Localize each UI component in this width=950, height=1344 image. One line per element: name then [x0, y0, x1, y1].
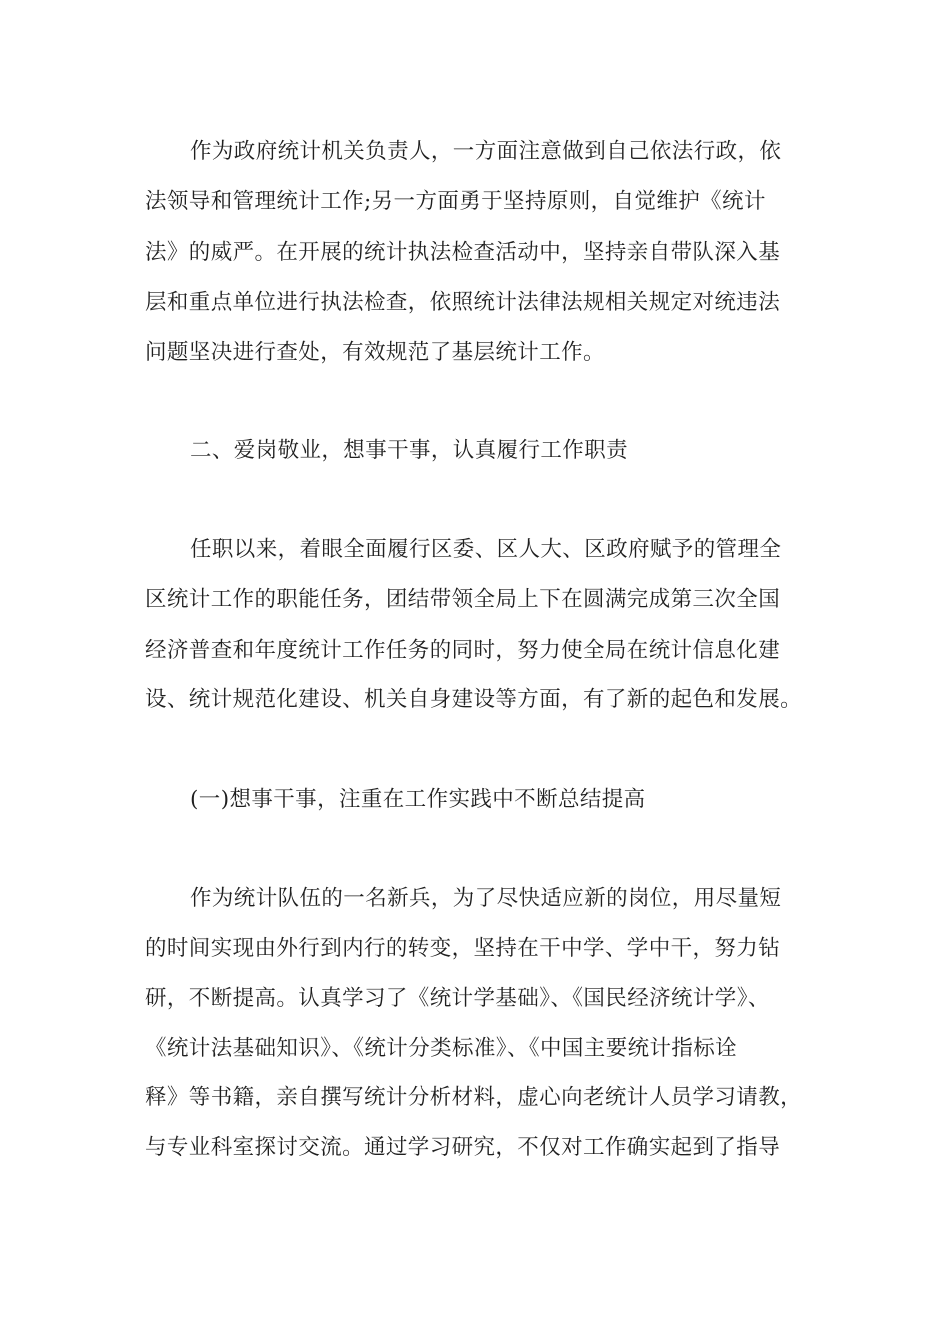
- paragraph-1-line-2: 法领导和管理统计工作;另一方面勇于坚持原则，自觉维护《统计: [145, 189, 766, 214]
- paragraph-3-line-2: 的时间实现由外行到内行的转变，坚持在干中学、学中干，努力钻: [145, 936, 781, 961]
- paragraph-2-line-3: 经济普查和年度统计工作任务的同时，努力使全局在统计信息化建: [145, 638, 781, 663]
- section-heading: 二、爱岗敬业，想事干事，认真履行工作职责: [190, 438, 629, 463]
- paragraph-3-line-5: 释》等书籍，亲自撰写统计分析材料，虚心向老统计人员学习请教，: [145, 1085, 803, 1110]
- paragraph-2-line-2: 区统计工作的职能任务，团结带领全局上下在圆满完成第三次全国: [145, 587, 781, 612]
- paragraph-3-line-4: 《统计法基础知识》、《统计分类标准》、《中国主要统计指标诠: [145, 1036, 738, 1061]
- paragraph-2-line-4: 设、统计规范化建设、机关自身建设等方面，有了新的起色和发展。: [145, 687, 803, 712]
- paragraph-1-line-1: 作为政府统计机关负责人，一方面注意做到自己依法行政，依: [190, 139, 782, 164]
- paragraph-3-line-6: 与专业科室探讨交流。通过学习研究，不仅对工作确实起到了指导: [145, 1135, 781, 1160]
- paragraph-2-line-1: 任职以来，着眼全面履行区委、区人大、区政府赋予的管理全: [190, 537, 782, 562]
- paragraph-3-line-3: 研，不断提高。认真学习了《统计学基础》、《国民经济统计学》、: [145, 986, 770, 1011]
- paragraph-1-line-4: 层和重点单位进行执法检查，依照统计法律法规相关规定对统违法: [145, 290, 781, 315]
- paragraph-1-line-3: 法》的威严。在开展的统计执法检查活动中，坚持亲自带队深入基: [145, 240, 781, 265]
- paragraph-1-line-5: 问题坚决进行查处，有效规范了基层统计工作。: [145, 340, 605, 365]
- subsection-heading: (一)想事干事，注重在工作实践中不断总结提高: [190, 787, 646, 812]
- paragraph-3-line-1: 作为统计队伍的一名新兵，为了尽快适应新的岗位，用尽量短: [190, 886, 782, 911]
